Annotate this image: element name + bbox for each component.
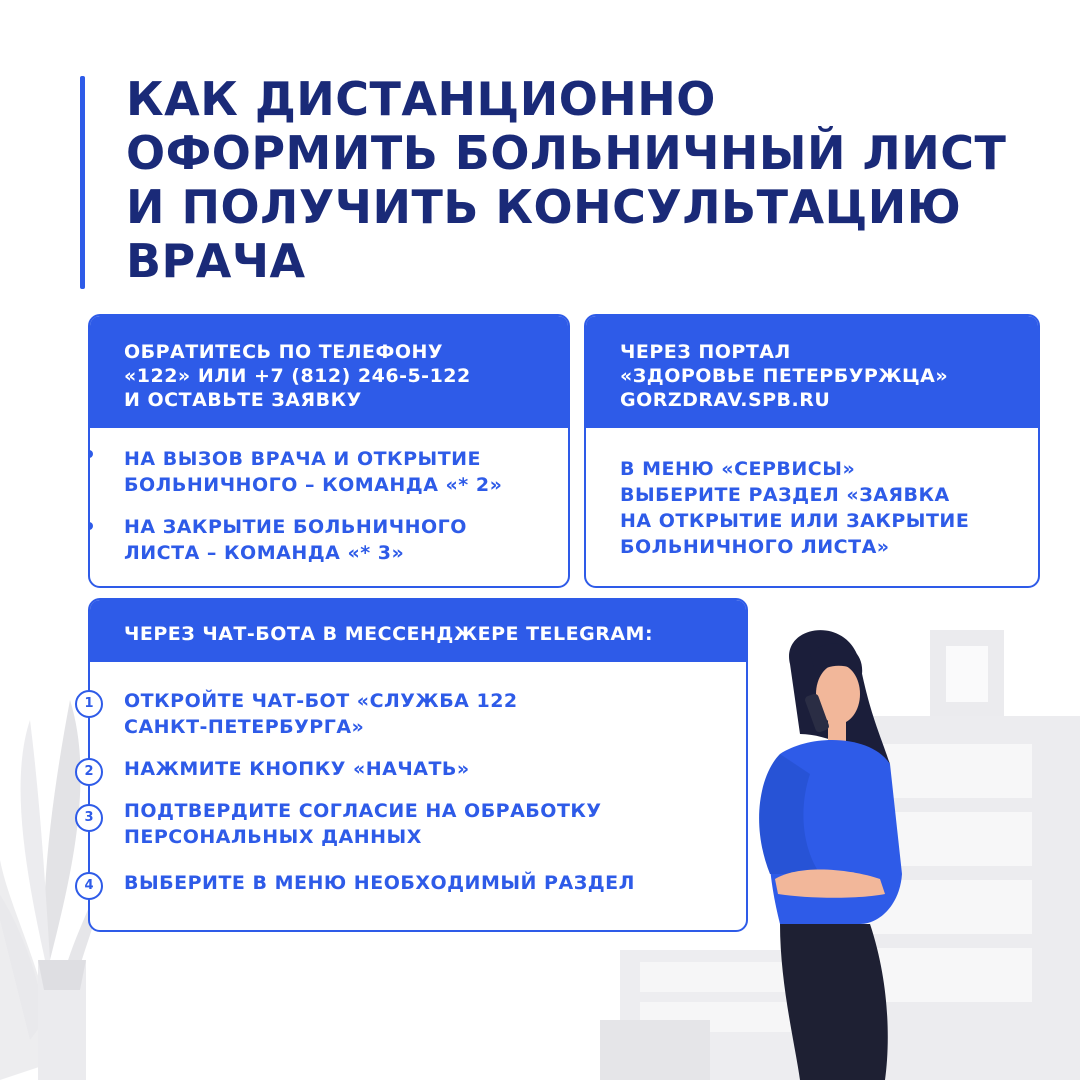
woman-on-phone-illustration — [740, 624, 930, 1080]
bot-card-header — [90, 600, 746, 662]
bot-step-line: ПЕРСОНАЛЬНЫХ ДАННЫХ — [124, 826, 422, 848]
phone-card-header — [90, 316, 568, 428]
bot-step-line: НАЖМИТЕ КНОПКУ «НАЧАТЬ» — [124, 758, 470, 780]
step-number-2-icon: 2 — [75, 758, 103, 786]
page-title — [126, 72, 1056, 288]
phone-option-line: БОЛЬНИЧНОГО – КОМАНДА «* 2» — [124, 474, 503, 496]
title-line: ОФОРМИТЬ БОЛЬНИЧНЫЙ ЛИСТ — [126, 126, 1007, 180]
bot-step — [124, 756, 470, 782]
portal-instructions — [620, 456, 969, 560]
portal-card-header-line: «ЗДОРОВЬЕ ПЕТЕРБУРЖЦА» — [620, 365, 949, 387]
portal-instruction-line: БОЛЬНИЧНОГО ЛИСТА» — [620, 536, 890, 558]
portal-card-header-line: ЧЕРЕЗ ПОРТАЛ — [620, 341, 791, 363]
phone-option-line: ЛИСТА – КОМАНДА «* 3» — [124, 542, 405, 564]
bot-card-header-text: ЧЕРЕЗ ЧАТ-БОТА В МЕССЕНДЖЕРЕ TELEGRAM: — [124, 623, 654, 645]
bot-step-line: ПОДТВЕРДИТЕ СОГЛАСИЕ НА ОБРАБОТКУ — [124, 800, 602, 822]
title-line: КАК ДИСТАНЦИОННО — [126, 72, 716, 126]
bot-step-line: САНКТ-ПЕТЕРБУРГА» — [124, 716, 365, 738]
bot-step-line: ОТКРОЙТЕ ЧАТ-БОТ «СЛУЖБА 122 — [124, 690, 518, 712]
title-line: И ПОЛУЧИТЬ КОНСУЛЬТАЦИЮ — [126, 180, 962, 234]
bullet-dot-icon — [88, 522, 93, 530]
title-line: ВРАЧА — [126, 234, 306, 288]
step-number-1-icon: 1 — [75, 690, 103, 718]
portal-instruction-line: В МЕНЮ «СЕРВИСЫ» — [620, 458, 856, 480]
phone-method-card — [88, 314, 570, 588]
portal-instruction-line: НА ОТКРЫТИЕ ИЛИ ЗАКРЫТИЕ — [620, 510, 970, 532]
phone-card-header-line: И ОСТАВЬТЕ ЗАЯВКУ — [124, 389, 362, 411]
phone-option-doctor-call — [124, 446, 502, 498]
bullet-dot-icon — [88, 450, 93, 458]
portal-card-header — [586, 316, 1038, 428]
portal-instruction-line: ВЫБЕРИТЕ РАЗДЕЛ «ЗАЯВКА — [620, 484, 950, 506]
portal-method-card — [584, 314, 1040, 588]
step-number-3-icon: 3 — [75, 804, 103, 832]
bot-step — [124, 870, 635, 896]
bot-step — [124, 798, 602, 850]
phone-option-close-sick-leave — [124, 514, 467, 566]
phone-option-line: НА ВЫЗОВ ВРАЧА И ОТКРЫТИЕ — [124, 448, 482, 470]
bot-step-line: ВЫБЕРИТЕ В МЕНЮ НЕОБХОДИМЫЙ РАЗДЕЛ — [124, 872, 635, 894]
phone-card-header-line: ОБРАТИТЕСЬ ПО ТЕЛЕФОНУ — [124, 341, 444, 363]
step-number-4-icon: 4 — [75, 872, 103, 900]
phone-card-header-line: «122» ИЛИ +7 (812) 246-5-122 — [124, 365, 471, 387]
telegram-bot-card — [84, 598, 748, 932]
phone-option-line: НА ЗАКРЫТИЕ БОЛЬНИЧНОГО — [124, 516, 467, 538]
bot-step — [124, 688, 518, 740]
title-accent-bar — [80, 76, 85, 289]
portal-link[interactable]: GORZDRAV.SPB.RU — [620, 389, 831, 411]
